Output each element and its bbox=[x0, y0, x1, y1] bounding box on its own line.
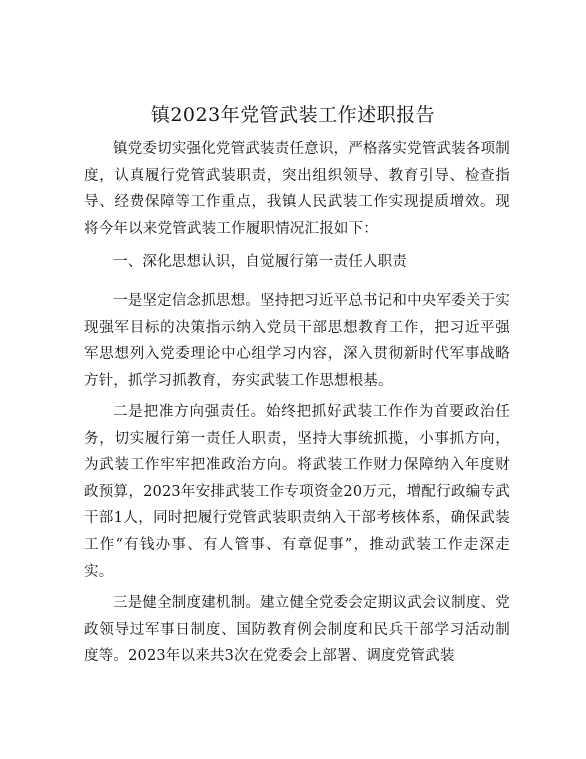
intro-paragraph: 镇党委切实强化党管武装责任意识，严格落实党管武装各项制度，认真履行党管武装职责，突出组织领导、教育引导、检查指导、经费保障等工作重点，我镇人民武装工作实现提质增效。现将今年以来党管武装工作履职情况汇报如下： bbox=[84, 141, 510, 237]
body-paragraph-3: 三是健全制度建机制。建立健全党委会定期议武会议制度、党政领导过军事日制度、国防教育例会制度和民兵干部学习活动制度等。2023年以来共3次在党委会上部署、调度党管武装 bbox=[84, 595, 510, 665]
body-paragraph-2: 二是把准方向强责任。始终把抓好武装工作作为首要政治任务，切实履行第一责任人职责，坚持大事统抓揽，小事抓方向，为武装工作牢牢把准政治方向。将武装工作财力保障纳入年度财政预算，2023年安排武装工作专项资金20万元，增配行政编专武干部1人，同时把履行党管武装职责纳入干部考核体系，确保武装工作“有钱办事、有人管事、有章促事”，推动武装工作走深走实。 bbox=[84, 404, 510, 580]
body-paragraph-1: 一是坚定信念抓思想。坚持把习近平总书记和中央军委关于实现强军目标的决策指示纳入党员干部思想教育工作，把习近平强军思想列入党委理论中心组学习内容，深入贯彻新时代军事战略方针，抓学习抓教育，夯实武装工作思想根基。 bbox=[84, 293, 510, 389]
document-title: 镇2023年党管武装工作述职报告 bbox=[150, 104, 436, 126]
section-heading-1: 一、深化思想认识，自觉履行第一责任人职责 bbox=[113, 254, 407, 270]
